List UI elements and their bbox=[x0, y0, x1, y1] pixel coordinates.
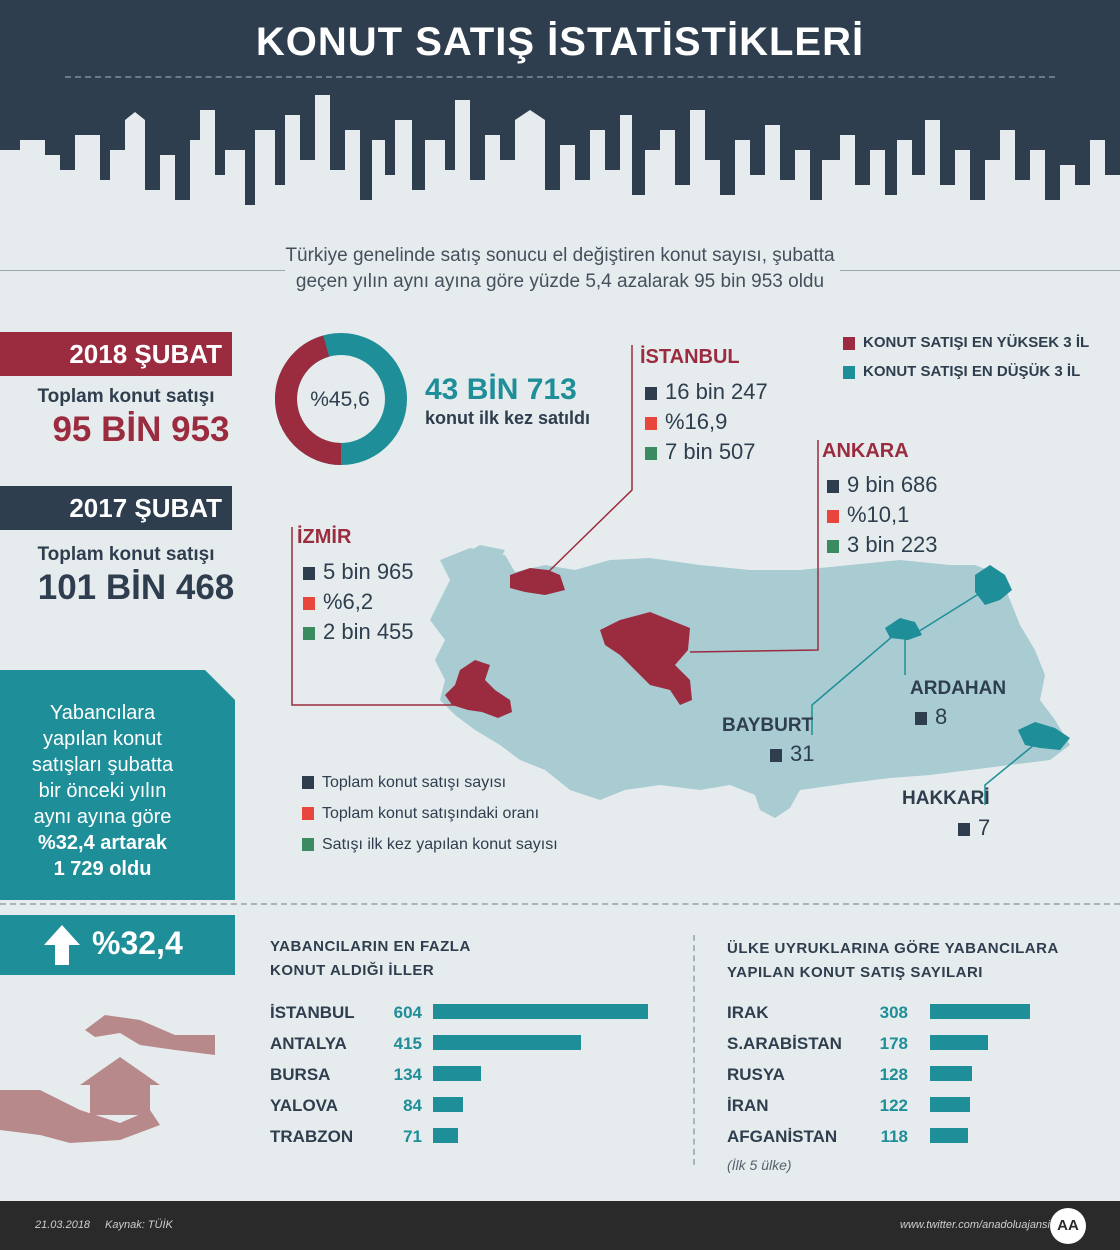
ankara-share-value: %10,1 bbox=[847, 502, 910, 527]
nation-bar bbox=[930, 1128, 968, 1143]
nation-value: 122 bbox=[879, 1096, 908, 1115]
nations-title-line-1: ÜLKE UYRUKLARINA GÖRE YABANCILARA bbox=[727, 940, 1059, 957]
first-swatch bbox=[303, 627, 315, 640]
foreign-text-line: Yabancılara bbox=[49, 702, 156, 724]
nations-note: (İlk 5 ülke) bbox=[727, 1157, 792, 1173]
izmir-total-value: 5 bin 965 bbox=[323, 559, 414, 584]
footer-date: 21.03.2018 bbox=[35, 1219, 91, 1231]
nation-value: 118 bbox=[880, 1127, 908, 1146]
first-swatch bbox=[645, 447, 657, 460]
nation-name: İRAN bbox=[727, 1096, 769, 1115]
foreign-text-line: 1 729 oldu bbox=[53, 858, 152, 880]
intro-line-2: geçen yılın aynı ayına göre yüzde 5,4 azalarak 95 bin 953 oldu bbox=[295, 271, 825, 292]
ardahan-total-value: 8 bbox=[935, 704, 948, 729]
share-swatch bbox=[302, 807, 314, 820]
page-title: KONUT SATIŞ İSTATİSTİKLERİ bbox=[255, 20, 865, 64]
map-legend-total-text: Toplam konut satışı sayısı bbox=[322, 774, 507, 791]
section-divider bbox=[0, 903, 1120, 905]
legend-lowest-text: KONUT SATIŞI EN DÜŞÜK 3 İL bbox=[863, 363, 1081, 380]
donut-percent: %45,6 bbox=[310, 388, 370, 411]
ardahan-name: ARDAHAN bbox=[910, 678, 1007, 699]
box-corner-fold bbox=[205, 670, 235, 700]
nations-title-line-2: YAPILAN KONUT SATIŞ SAYILARI bbox=[727, 964, 983, 981]
provinces-title-line-1: YABANCILARIN EN FAZLA bbox=[270, 938, 471, 955]
nation-bar bbox=[930, 1066, 972, 1081]
nation-value: 128 bbox=[879, 1065, 908, 1084]
year-2018-value: 95 BİN 953 bbox=[52, 410, 230, 449]
foreign-text-line: aynı ayına göre bbox=[33, 806, 172, 828]
year-2018-label: 2018 ŞUBAT bbox=[0, 332, 232, 376]
province-bar bbox=[433, 1004, 648, 1019]
hakkari-name: HAKKARİ bbox=[902, 788, 990, 809]
foreign-text-line: bir önceki yılın bbox=[38, 780, 167, 802]
province-value: 604 bbox=[393, 1003, 422, 1022]
province-value: 71 bbox=[403, 1127, 422, 1146]
legend-highest-text: KONUT SATIŞI EN YÜKSEK 3 İL bbox=[863, 334, 1090, 351]
year-2018-caption: Toplam konut satışı bbox=[37, 386, 215, 407]
bayburt-total-value: 31 bbox=[790, 741, 815, 766]
province-name: BURSA bbox=[270, 1065, 331, 1084]
first-swatch bbox=[302, 838, 314, 851]
footer-source: Kaynak: TÜİK bbox=[105, 1219, 173, 1231]
share-swatch bbox=[303, 597, 315, 610]
istanbul-first-value: 7 bin 507 bbox=[665, 439, 756, 464]
izmir-name: İZMİR bbox=[297, 526, 352, 548]
nation-value: 178 bbox=[879, 1034, 908, 1053]
first-sale-count: 43 BİN 713 bbox=[425, 373, 577, 406]
ankara-total-value: 9 bin 686 bbox=[847, 472, 938, 497]
total-swatch bbox=[827, 480, 839, 493]
first-swatch bbox=[827, 540, 839, 553]
province-bar bbox=[433, 1035, 581, 1050]
foreign-text-line: %32,4 artarak bbox=[38, 832, 167, 854]
map-legend-share bbox=[302, 805, 539, 823]
map-legend-share-text: Toplam konut satışındaki oranı bbox=[322, 805, 540, 822]
izmir-share-value: %6,2 bbox=[323, 589, 374, 614]
ankara-first-value: 3 bin 223 bbox=[847, 532, 938, 557]
istanbul-first bbox=[645, 439, 756, 465]
provinces-title-line-2: KONUT ALDIĞI İLLER bbox=[270, 962, 435, 979]
ardahan-total bbox=[915, 704, 947, 730]
izmir-total bbox=[303, 559, 414, 585]
province-name: YALOVA bbox=[270, 1096, 339, 1115]
istanbul-total-value: 16 bin 247 bbox=[665, 379, 768, 404]
map-legend-first-text: Satışı ilk kez yapılan konut sayısı bbox=[322, 836, 558, 853]
total-swatch bbox=[303, 567, 315, 580]
nation-bar bbox=[930, 1035, 988, 1050]
province-bar bbox=[433, 1097, 463, 1112]
bayburt-name: BAYBURT bbox=[722, 715, 814, 736]
nation-name: RUSYA bbox=[727, 1065, 785, 1084]
year-2017-label: 2017 ŞUBAT bbox=[0, 486, 232, 530]
chart-separator bbox=[693, 935, 695, 1165]
hakkari-total-value: 7 bbox=[978, 815, 991, 840]
nation-bar bbox=[930, 1097, 970, 1112]
map-legend-first bbox=[302, 836, 558, 854]
provinces-title bbox=[270, 935, 471, 983]
foreign-text-line: yapılan konut bbox=[43, 728, 162, 750]
province-value: 84 bbox=[403, 1096, 422, 1115]
ankara-total bbox=[827, 472, 938, 498]
hands-house-icon bbox=[0, 1015, 215, 1145]
izmir-first-value: 2 bin 455 bbox=[323, 619, 414, 644]
nation-name: IRAK bbox=[727, 1003, 769, 1022]
hakkari-total bbox=[958, 815, 990, 841]
nation-value: 308 bbox=[879, 1003, 908, 1022]
bayburt-total bbox=[770, 741, 814, 767]
nation-name: S.ARABİSTAN bbox=[727, 1034, 842, 1053]
map-legend-total bbox=[302, 774, 506, 792]
share-swatch bbox=[645, 417, 657, 430]
foreign-text-line: satışları şubatta bbox=[31, 754, 174, 776]
foreign-sales-text bbox=[0, 700, 205, 882]
total-swatch bbox=[645, 387, 657, 400]
istanbul-share-value: %16,9 bbox=[665, 409, 728, 434]
province-value: 134 bbox=[393, 1065, 422, 1084]
nation-name: AFGANİSTAN bbox=[727, 1127, 838, 1146]
intro-line-1: Türkiye genelinde satış sonucu el değiştiren konut sayısı, şubatta bbox=[285, 245, 835, 266]
aa-logo: AA bbox=[1050, 1208, 1086, 1244]
istanbul-total bbox=[645, 379, 768, 405]
arrow-up-icon bbox=[44, 925, 80, 965]
nations-title bbox=[727, 937, 1059, 985]
istanbul-name: İSTANBUL bbox=[640, 346, 740, 368]
province-name: TRABZON bbox=[270, 1127, 354, 1146]
total-swatch bbox=[958, 823, 970, 836]
province-bar bbox=[433, 1066, 481, 1081]
province-value: 415 bbox=[393, 1034, 422, 1053]
izmir-share bbox=[303, 589, 373, 615]
province-name: ANTALYA bbox=[270, 1034, 347, 1053]
footer-url[interactable]: www.twitter.com/anadoluajansi bbox=[900, 1219, 1050, 1231]
foreign-change-value: %32,4 bbox=[92, 925, 183, 961]
total-swatch bbox=[302, 776, 314, 789]
ankara-name: ANKARA bbox=[822, 440, 909, 462]
year-2017-value: 101 BİN 468 bbox=[37, 568, 235, 607]
province-bar bbox=[433, 1128, 458, 1143]
izmir-first bbox=[303, 619, 414, 645]
istanbul-share bbox=[645, 409, 727, 435]
province-name: İSTANBUL bbox=[270, 1003, 355, 1022]
total-swatch bbox=[915, 712, 927, 725]
nation-bar bbox=[930, 1004, 1030, 1019]
year-2017-caption: Toplam konut satışı bbox=[37, 544, 215, 565]
share-swatch bbox=[827, 510, 839, 523]
ankara-share bbox=[827, 502, 909, 528]
ankara-first bbox=[827, 532, 938, 558]
total-swatch bbox=[770, 749, 782, 762]
istanbul-connector bbox=[540, 345, 632, 580]
first-sale-caption: konut ilk kez satıldı bbox=[425, 408, 591, 428]
